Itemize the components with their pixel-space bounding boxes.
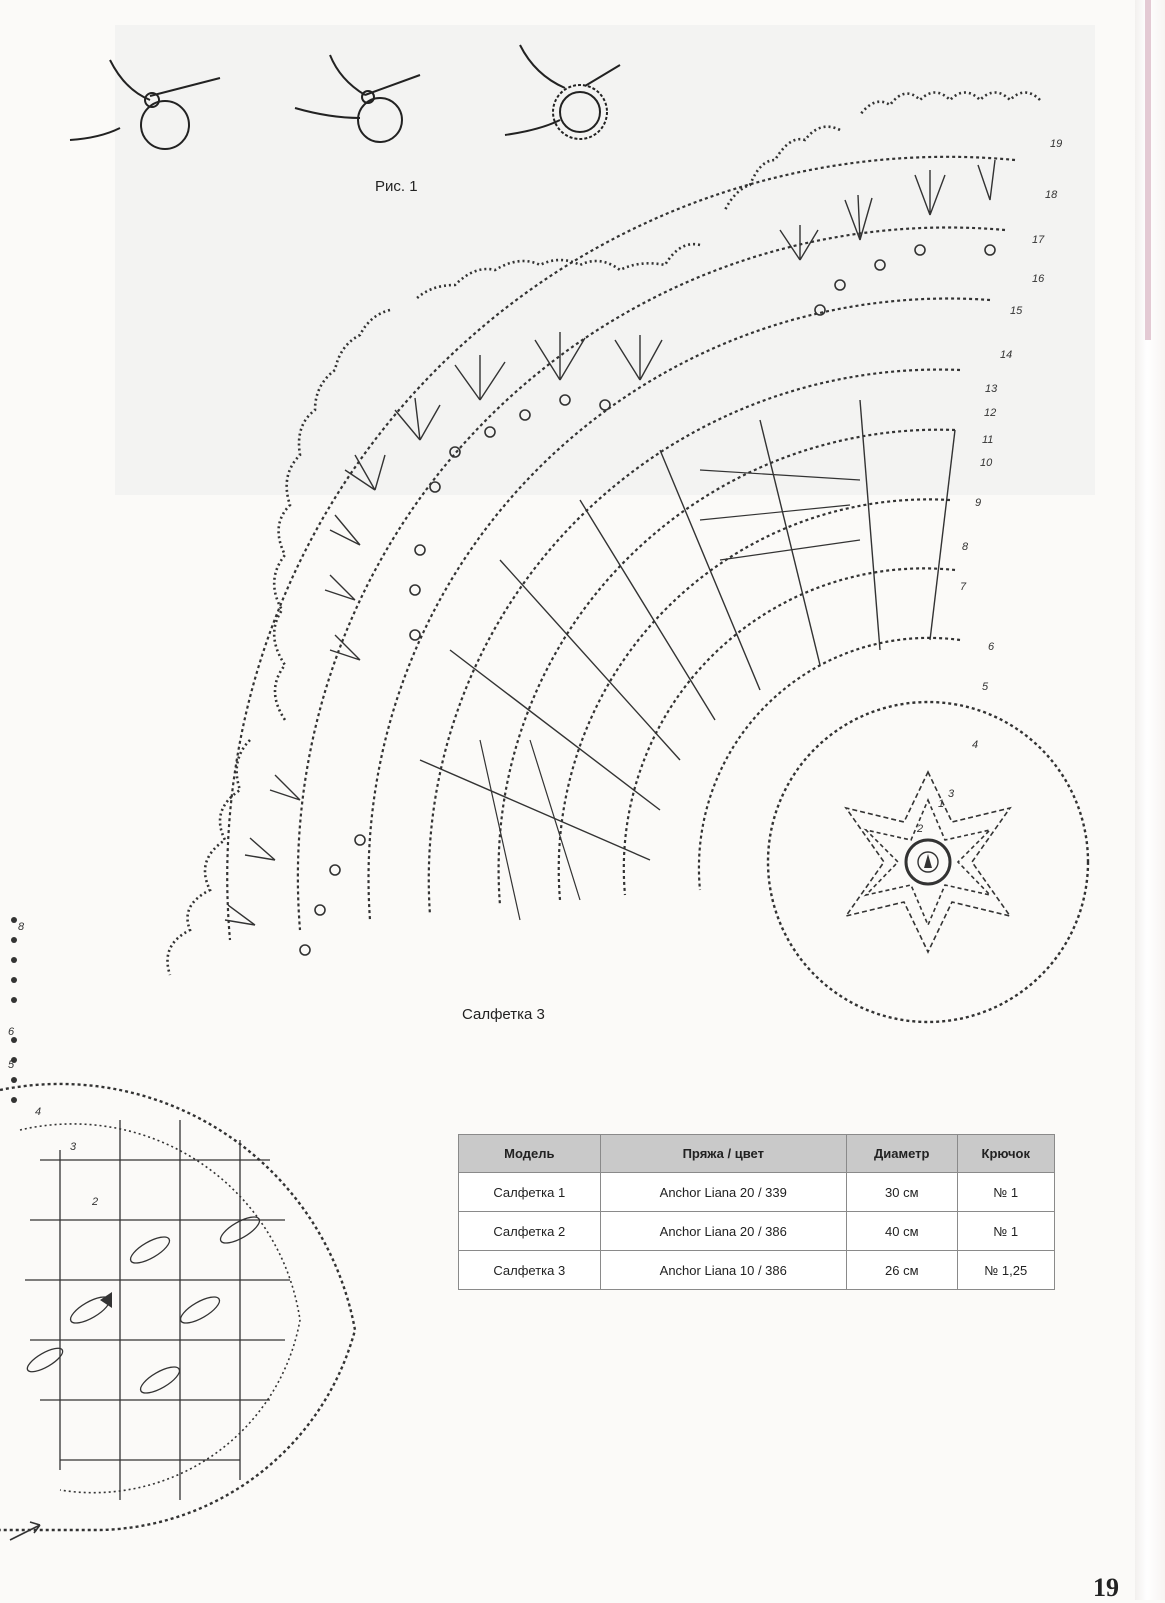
doily-3-chart	[168, 93, 1089, 1023]
small-doily-chart	[0, 917, 355, 1540]
header-yarn-color: Пряжа / цвет	[600, 1135, 846, 1173]
small-grid-cells	[25, 1120, 290, 1500]
row-label-13: 13	[985, 383, 998, 395]
small-row-label-3: 3	[70, 1141, 77, 1153]
doily-3-caption: Салфетка 3	[462, 1006, 545, 1023]
cell-hook: № 1	[957, 1212, 1054, 1251]
header-diameter: Диаметр	[846, 1135, 957, 1173]
row-number-labels	[916, 138, 1062, 835]
cell-diameter: 40 см	[846, 1212, 957, 1251]
table-row	[459, 1173, 1055, 1212]
row-label-16: 16	[1032, 273, 1045, 285]
small-row-label-8: 8	[18, 921, 25, 933]
specs-table-header-row	[459, 1135, 1055, 1173]
cell-yarn: Anchor Liana 20 / 339	[600, 1173, 846, 1212]
cell-diameter: 30 см	[846, 1173, 957, 1212]
small-row-label-2: 2	[92, 1196, 99, 1208]
row-label-14: 14	[1000, 349, 1013, 361]
small-start-marker	[100, 1292, 112, 1308]
small-side-dots	[11, 917, 17, 1103]
row-label-17: 17	[1032, 234, 1045, 246]
table-row	[459, 1251, 1055, 1290]
row-label-11: 11	[982, 434, 994, 446]
row-label-9: 9	[975, 497, 982, 509]
picot-rings	[300, 245, 995, 955]
outer-scallop-border	[168, 93, 1041, 976]
small-row-label-5: 5	[8, 1059, 15, 1071]
specs-table	[458, 1134, 1055, 1290]
small-row-number-labels	[8, 921, 98, 1208]
cell-yarn: Anchor Liana 20 / 386	[600, 1212, 846, 1251]
row-label-10: 10	[980, 457, 993, 469]
cell-yarn: Anchor Liana 10 / 386	[600, 1251, 846, 1290]
cell-diameter: 26 см	[846, 1251, 957, 1290]
figure-1-steps	[70, 45, 620, 149]
step-3-illustration	[505, 45, 620, 139]
row-label-7: 7	[960, 581, 967, 593]
row-label-2: 2	[917, 823, 924, 835]
table-row	[459, 1212, 1055, 1251]
row-label-1: 1	[938, 798, 945, 810]
small-direction-arrow	[10, 1522, 40, 1540]
header-model: Модель	[459, 1135, 601, 1173]
row-label-15: 15	[1010, 305, 1023, 317]
small-row-label-4: 4	[35, 1106, 42, 1118]
cell-model: Салфетка 1	[459, 1173, 601, 1212]
row-label-18: 18	[1045, 189, 1058, 201]
row-label-12: 12	[984, 407, 997, 419]
cell-hook: № 1,25	[957, 1251, 1054, 1290]
cell-hook: № 1	[957, 1173, 1054, 1212]
step-1-illustration	[70, 60, 220, 149]
cell-model: Салфетка 2	[459, 1212, 601, 1251]
shell-clusters	[225, 160, 995, 925]
row-label-19: 19	[1050, 138, 1063, 150]
radial-spokes	[420, 400, 955, 860]
fan-arcs	[227, 157, 1015, 940]
figure-1-caption: Рис. 1	[375, 178, 418, 195]
row-label-3: 3	[948, 788, 955, 800]
cell-model: Салфетка 3	[459, 1251, 601, 1290]
row-label-4: 4	[972, 739, 979, 751]
page-number: 19	[1093, 1573, 1119, 1602]
step-2-illustration	[295, 55, 420, 142]
header-hook: Крючок	[957, 1135, 1054, 1173]
single-crochet-bands	[480, 470, 860, 920]
row-label-8: 8	[962, 541, 969, 553]
row-label-5: 5	[982, 681, 989, 693]
center-start-marker	[924, 854, 932, 868]
small-row-label-6: 6	[8, 1026, 15, 1038]
row-label-6: 6	[988, 641, 995, 653]
